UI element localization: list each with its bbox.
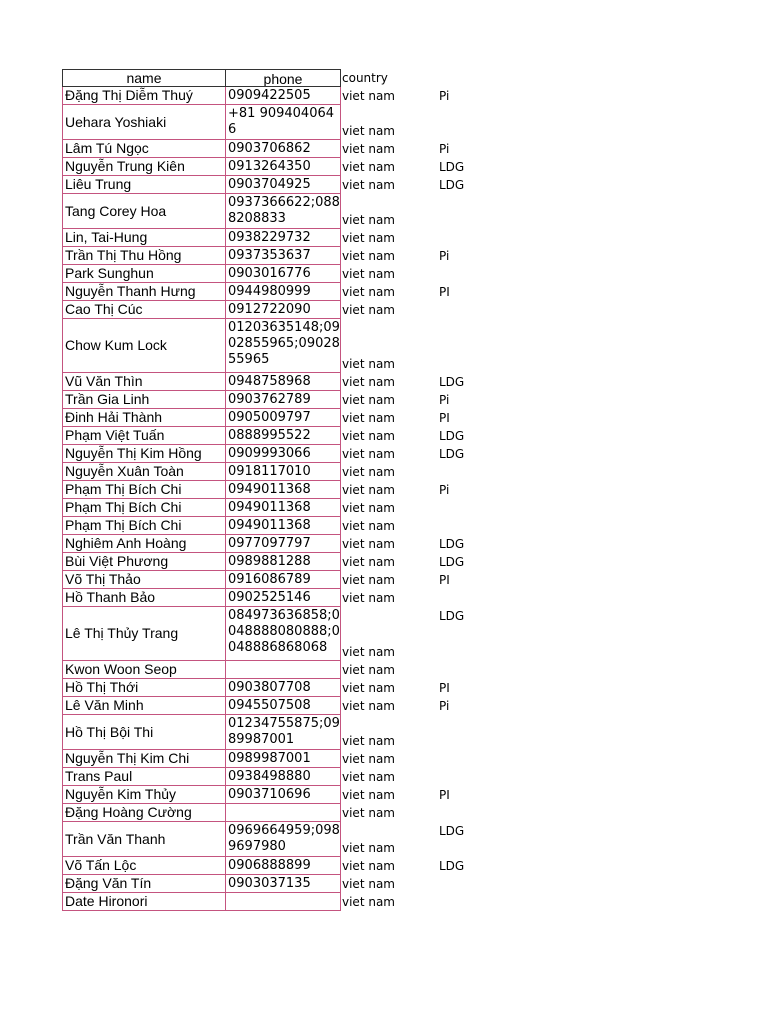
cell-phone: 0903706862 [226,140,341,158]
cell-country: viet nam [342,303,395,317]
cell-type: LDG [439,609,465,623]
cell-phone: 0903710696 [226,786,341,804]
cell-type: LDG [439,537,465,551]
cell-country: viet nam [342,465,395,479]
cell-type: LDG [439,859,465,873]
cell-type [439,463,499,481]
cell-country: viet nam [342,877,395,891]
cell-name: Bùi Việt Phương [62,553,226,571]
cell-country: viet nam [342,213,395,227]
cell-type [439,194,499,229]
cell-phone [226,893,341,911]
cell-country: viet nam [342,537,395,551]
cell-phone: 0903704925 [226,176,341,194]
cell-phone: 0949011368 [226,517,341,535]
cell-type: PI [439,681,450,695]
cell-country: viet nam [342,645,395,659]
header-phone: phone [226,69,341,87]
cell-phone: +81 9094040646 [226,105,341,140]
cell-country: viet nam [342,895,395,909]
cell-name: Nguyễn Thị Kim Hồng [62,445,226,463]
header-country: country [342,70,388,85]
cell-phone: 01203635148;0902855965;0902855965 [226,319,341,373]
cell-name: Lin, Tai-Hung [62,229,226,247]
cell-name: Hồ Thị Thới [62,679,226,697]
cell-name: Phạm Thị Bích Chi [62,499,226,517]
cell-name: Nguyễn Kim Thủy [62,786,226,804]
cell-country: viet nam [342,483,395,497]
cell-type [439,301,499,319]
cell-type [439,893,499,911]
cell-phone: 0938498880 [226,768,341,786]
cell-name: Park Sunghun [62,265,226,283]
cell-name: Đặng Thị Diễm Thuý [62,87,226,105]
cell-name: Trans Paul [62,768,226,786]
cell-name: Liêu Trung [62,176,226,194]
cell-country: viet nam [342,142,395,156]
cell-country: viet nam [342,859,395,873]
cell-name: Trần Thị Thu Hồng [62,247,226,265]
cell-type: LDG [439,447,465,461]
cell-phone: 0903807708 [226,679,341,697]
cell-type [439,875,499,893]
cell-name: Lê Thị Thủy Trang [62,607,226,661]
cell-country: viet nam [342,357,395,371]
cell-name: Kwon Woon Seop [62,661,226,679]
cell-phone: 084973636858;0048888080888;0048886868068 [226,607,341,661]
cell-name: Trần Văn Thanh [62,822,226,857]
cell-phone: 0902525146 [226,589,341,607]
cell-phone: 0949011368 [226,499,341,517]
cell-name: Phạm Việt Tuấn [62,427,226,445]
cell-name: Nguyễn Thanh Hưng [62,283,226,301]
cell-type: PI [439,411,450,425]
cell-phone: 0944980999 [226,283,341,301]
cell-type: LDG [439,160,465,174]
header-type [439,69,499,87]
cell-type: Pi [439,89,450,103]
cell-phone: 0945507508 [226,697,341,715]
cell-phone: 0977097797 [226,535,341,553]
cell-phone: 0938229732 [226,229,341,247]
cell-name: Lê Văn Minh [62,697,226,715]
cell-type: Pi [439,142,450,156]
cell-phone: 0903037135 [226,875,341,893]
cell-country: viet nam [342,178,395,192]
cell-country: viet nam [342,841,395,855]
cell-phone: 0937353637 [226,247,341,265]
cell-type: LDG [439,555,465,569]
cell-phone: 0888995522 [226,427,341,445]
cell-name: Võ Tấn Lộc [62,857,226,875]
cell-country: viet nam [342,752,395,766]
cell-country: viet nam [342,806,395,820]
cell-country: viet nam [342,285,395,299]
cell-country: viet nam [342,249,395,263]
cell-name: Hồ Thị Bội Thi [62,715,226,750]
cell-country: viet nam [342,231,395,245]
cell-name: Đinh Hải Thành [62,409,226,427]
cell-type [439,750,499,768]
cell-phone: 0918117010 [226,463,341,481]
cell-type: Pi [439,393,450,407]
cell-type: PI [439,285,450,299]
cell-name: Đặng Hoàng Cường [62,804,226,822]
cell-country: viet nam [342,124,395,138]
cell-type [439,589,499,607]
cell-country: viet nam [342,663,395,677]
cell-name: Chow Kum Lock [62,319,226,373]
cell-phone: 0903762789 [226,391,341,409]
cell-phone [226,661,341,679]
cell-name: Phạm Thị Bích Chi [62,517,226,535]
cell-type: Pi [439,483,450,497]
cell-country: viet nam [342,393,395,407]
cell-type: Pi [439,699,450,713]
cell-phone: 0916086789 [226,571,341,589]
cell-country: viet nam [342,555,395,569]
cell-name: Nguyễn Thị Kim Chi [62,750,226,768]
cell-country: viet nam [342,160,395,174]
cell-phone: 0913264350 [226,158,341,176]
cell-type [439,265,499,283]
cell-phone [226,804,341,822]
cell-type [439,768,499,786]
cell-phone: 0912722090 [226,301,341,319]
cell-type: PI [439,573,450,587]
cell-name: Võ Thị Thảo [62,571,226,589]
cell-phone: 0937366622;0888208833 [226,194,341,229]
cell-name: Đặng Văn Tín [62,875,226,893]
cell-type [439,229,499,247]
cell-type: LDG [439,178,465,192]
cell-name: Cao Thị Cúc [62,301,226,319]
cell-country: viet nam [342,734,395,748]
cell-type: LDG [439,429,465,443]
cell-name: Lâm Tú Ngọc [62,140,226,158]
cell-country: viet nam [342,501,395,515]
cell-name: Uehara Yoshiaki [62,105,226,140]
cell-type: LDG [439,375,465,389]
cell-phone: 0948758968 [226,373,341,391]
cell-name: Nguyễn Xuân Toàn [62,463,226,481]
cell-phone: 0905009797 [226,409,341,427]
cell-type [439,517,499,535]
cell-country: viet nam [342,681,395,695]
cell-country: viet nam [342,89,395,103]
cell-phone: 0989881288 [226,553,341,571]
cell-type [439,804,499,822]
cell-phone: 0949011368 [226,481,341,499]
cell-type: LDG [439,824,465,838]
cell-country: viet nam [342,375,395,389]
cell-phone: 0909993066 [226,445,341,463]
cell-type [439,319,499,373]
cell-type [439,499,499,517]
cell-type [439,661,499,679]
cell-country: viet nam [342,267,395,281]
cell-phone: 0989987001 [226,750,341,768]
cell-country: viet nam [342,770,395,784]
cell-country: viet nam [342,699,395,713]
cell-country: viet nam [342,447,395,461]
cell-name: Phạm Thị Bích Chi [62,481,226,499]
cell-name: Date Hironori [62,893,226,911]
cell-phone: 0909422505 [226,87,341,105]
cell-name: Hồ Thanh Bảo [62,589,226,607]
cell-type: PI [439,788,450,802]
header-name: name [62,69,226,87]
cell-phone: 01234755875;0989987001 [226,715,341,750]
cell-country: viet nam [342,573,395,587]
cell-country: viet nam [342,429,395,443]
cell-phone: 0906888899 [226,857,341,875]
cell-name: Nguyễn Trung Kiên [62,158,226,176]
cell-name: Nghiêm Anh Hoàng [62,535,226,553]
cell-country: viet nam [342,591,395,605]
cell-country: viet nam [342,411,395,425]
cell-name: Tang Corey Hoa [62,194,226,229]
cell-country: viet nam [342,519,395,533]
cell-name: Vũ Văn Thìn [62,373,226,391]
cell-type: Pi [439,249,450,263]
cell-phone: 0903016776 [226,265,341,283]
cell-name: Trần Gia Linh [62,391,226,409]
cell-type [439,105,499,140]
cell-type [439,715,499,750]
cell-country: viet nam [342,788,395,802]
cell-phone: 0969664959;0989697980 [226,822,341,857]
